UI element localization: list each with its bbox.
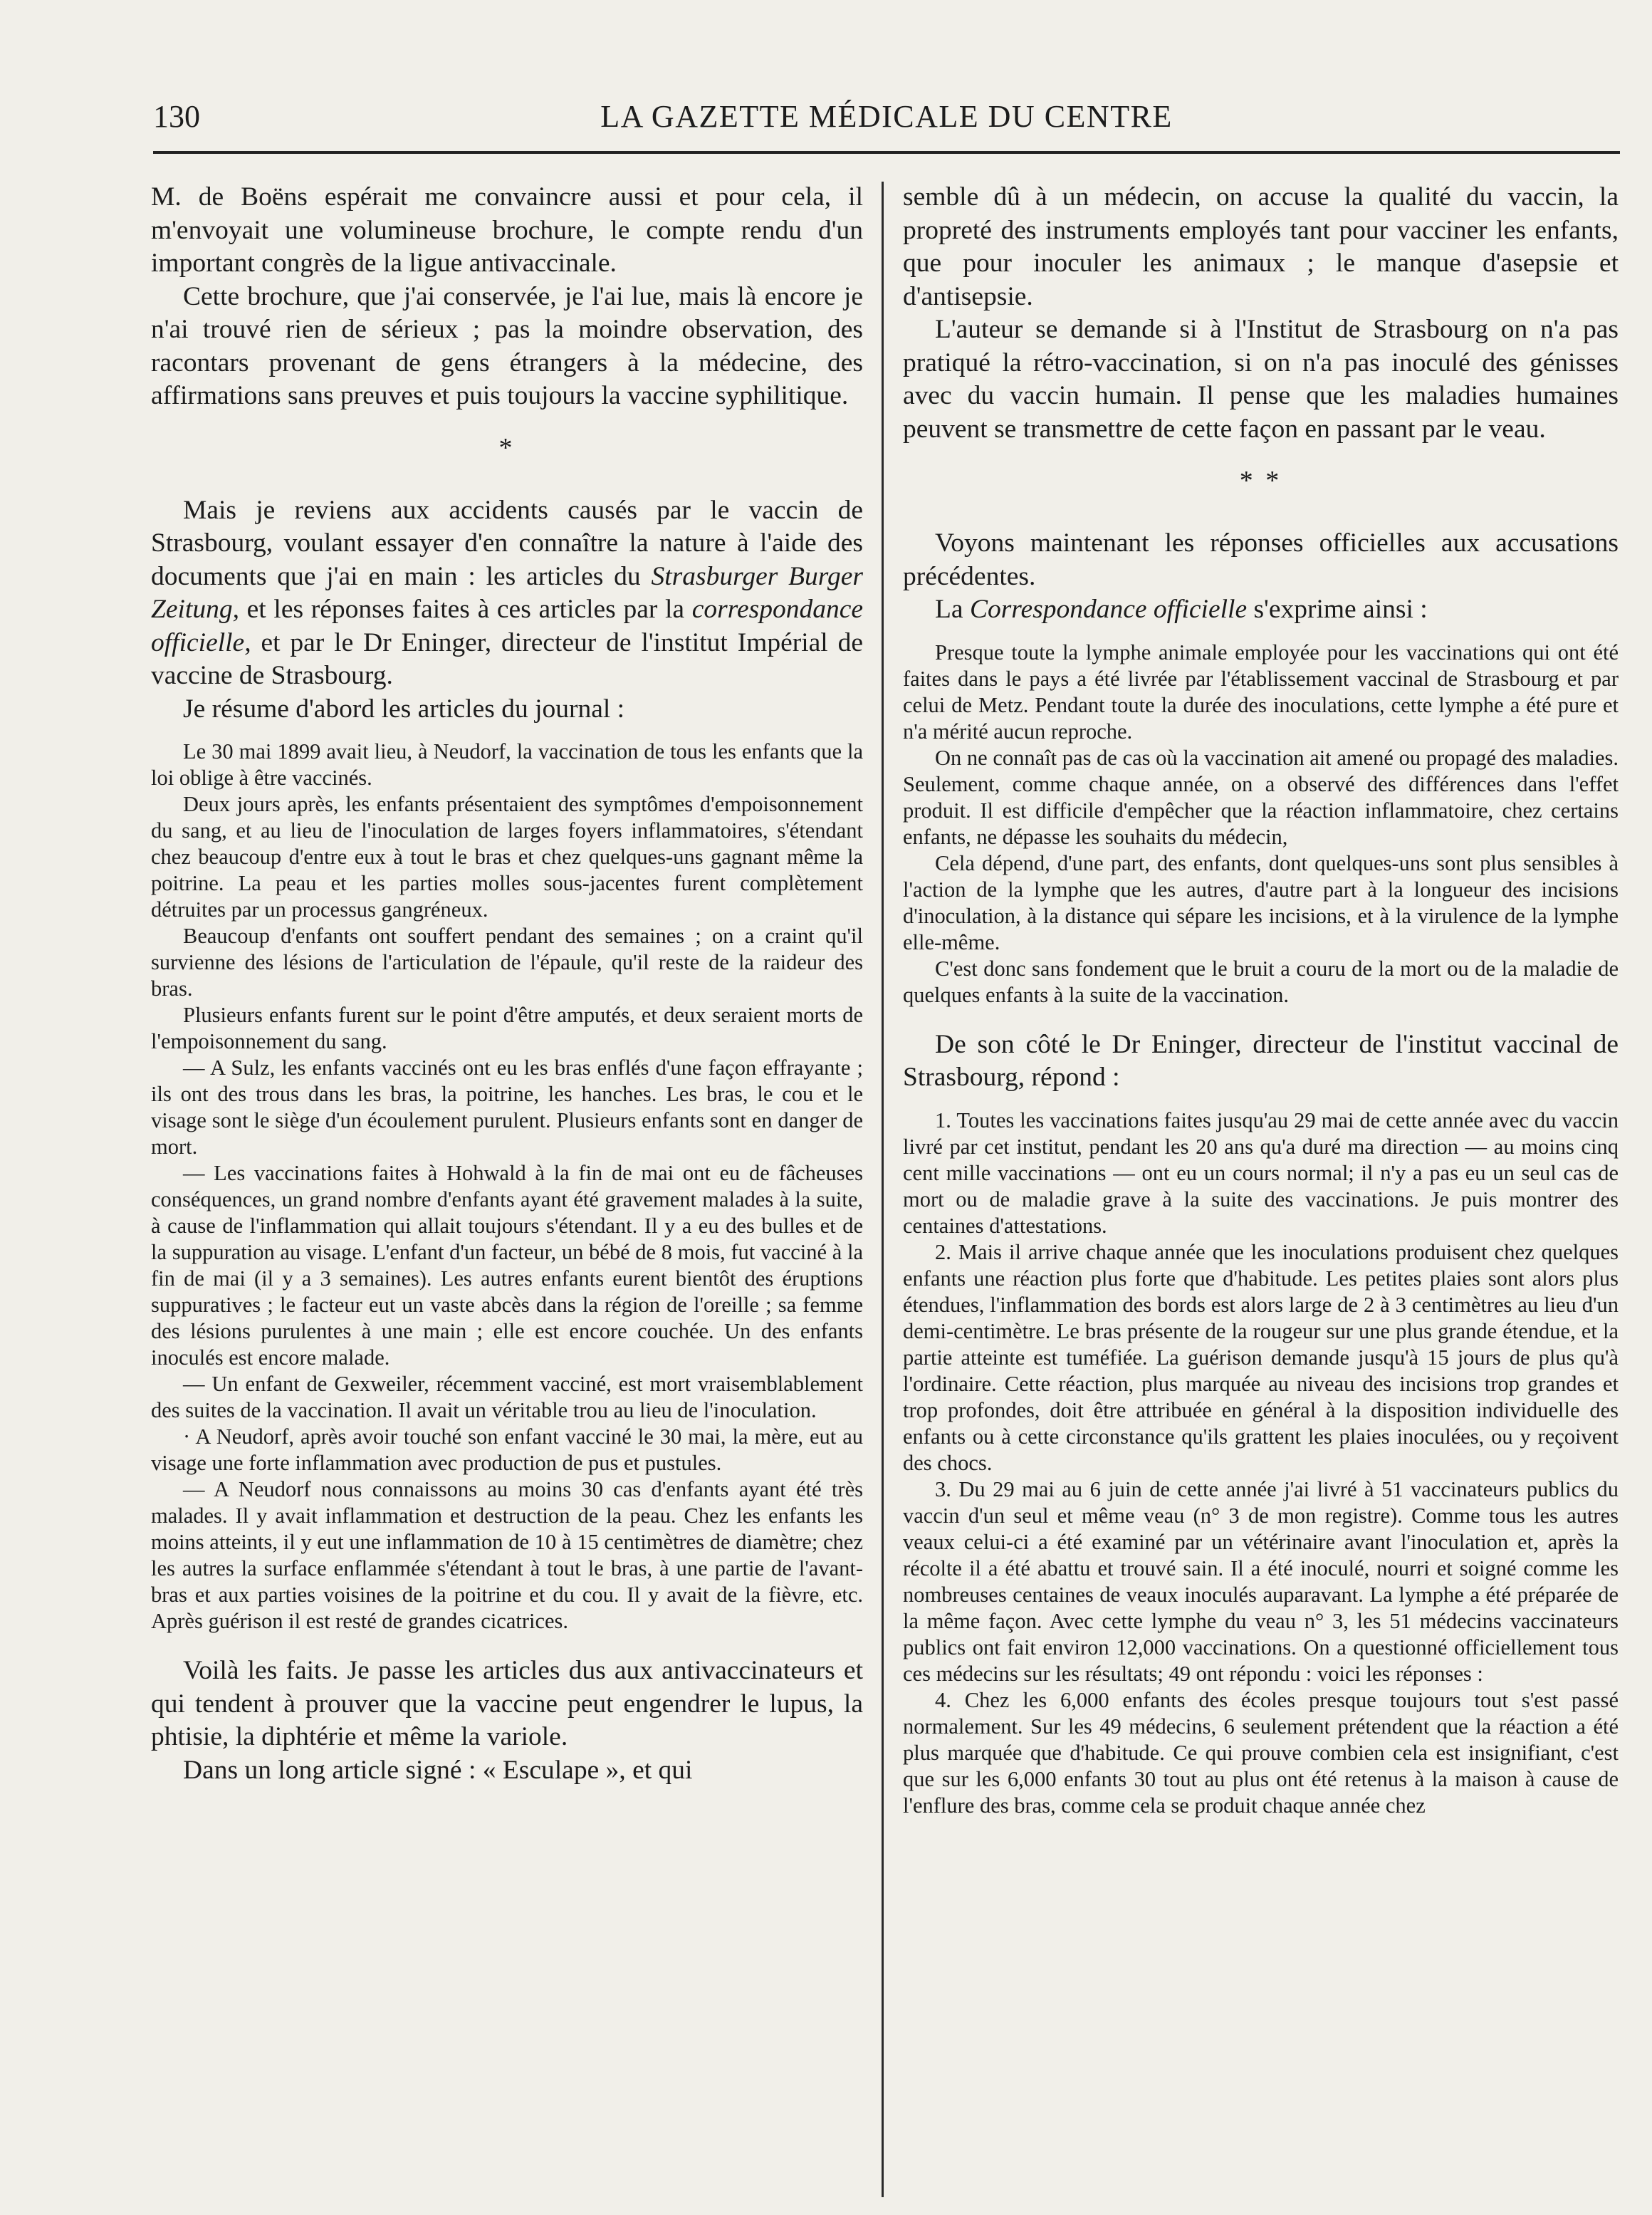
- numbered-paragraph: 1. Toutes les vaccinations faites jusqu'au 29 mai de cette année avec du vaccin livré par cet institut, pendant les 20 ans qu'a duré ma direction — au moins cinq cent mille vaccinations — ont eu un cours normal; il n'y a pas eu un seul cas de mort ou de maladie grave à la suite des vaccinations. Je puis montrer des centaines d'attestations.: [903, 1108, 1619, 1238]
- right-column: [903, 181, 1619, 2196]
- paragraph: Voilà les faits. Je passe les articles dus aux antivaccinateurs et qui tendent à prouver que la vaccine peut engendrer le lupus, la phtisie, la diphtérie et même la variole.: [151, 1656, 863, 1751]
- running-title: LA GAZETTE MÉDICALE DU CENTRE: [600, 99, 1173, 134]
- left-column: [151, 181, 863, 2196]
- paragraph: Mais je reviens aux accidents causés par le vaccin de Strasbourg, voulant essayer d'en connaître la nature à l'aide des documents que j'ai en main : les articles du Strasburger Burger Zeitung, et les réponses faites à ces articles par la correspondance officielle, et par le Dr Eninger, directeur de l'institut Impérial de vaccine de Strasbourg.: [151, 495, 863, 690]
- page-number: 130: [153, 99, 200, 134]
- quoted-paragraph: Cela dépend, d'une part, des enfants, dont quelques-uns sont plus sensibles à l'action de la lymphe que les autres, d'autre part à la longueur des incisions d'inoculation, à la distance qui sépare les incisions, et à la virulence de la lymphe elle-même.: [903, 850, 1619, 954]
- quoted-paragraph: — A Sulz, les enfants vaccinés ont eu les bras enflés d'une façon effrayante ; ils ont des trous dans les bras, la poitrine, les hanches. Les bras, le cou et le visage sont le siège d'un écoulement purulent. Plusieurs enfants sont en danger de mort.: [151, 1056, 863, 1159]
- paragraph: Cette brochure, que j'ai conservée, je l'ai lue, mais là encore je n'ai trouvé rien de sérieux ; pas la moindre observation, des racontars provenant de gens étrangers à la médecine, des affirmations sans preuves et puis toujours la vaccine syphilitique.: [151, 281, 863, 410]
- quoted-paragraph: On ne connaît pas de cas où la vaccination ait amené ou propagé des maladies. Seulement, comme chaque année, on a observé des différences dans l'effet produit. Il est difficile d'empêcher que la réaction inflammatoire, chez certains enfants, ne dépasse les souhaits du médecin,: [903, 745, 1619, 849]
- quoted-paragraph: Le 30 mai 1899 avait lieu, à Neudorf, la vaccination de tous les enfants que la loi oblige à être vaccinés.: [151, 739, 863, 790]
- paragraph: L'auteur se demande si à l'Institut de Strasbourg on n'a pas pratiqué la rétro-vaccination, si on n'a pas inoculé des génisses avec du vaccin humain. Il pense que les maladies humaines peuvent se transmettre de cette façon en passant par le veau.: [903, 315, 1619, 444]
- quoted-paragraph: — A Neudorf nous connaissons au moins 30 cas d'enfants ayant été très malades. Il y avait inflammation et destruction de la peau. Chez les enfants les moins atteints, il y eut une inflammation de 10 à 15 centimètres de diamètre; chez les autres la surface enflammée s'étendant à tout le bras, à une partie de l'avant-bras et aux parties voisines de la poitrine et du cou. Il y avait de la fièvre, etc. Après guérison il est resté de grandes cicatrices.: [151, 1477, 863, 1633]
- header-rule: [153, 151, 1620, 154]
- paragraph: De son côté le Dr Eninger, directeur de l'institut vaccinal de Strasbourg, répond :: [903, 1029, 1619, 1092]
- paragraph: M. de Boëns espérait me convaincre aussi et pour cela, il m'envoyait une volumineuse brochure, le compte rendu d'un important congrès de la ligue antivaccinale.: [151, 182, 863, 278]
- page-header: [153, 98, 1620, 141]
- paragraph: Je résume d'abord les articles du journal :: [183, 694, 625, 724]
- quoted-paragraph: · A Neudorf, après avoir touché son enfant vacciné le 30 mai, la mère, eut au visage une forte inflammation avec production de pus et pustules.: [151, 1424, 863, 1475]
- paragraph: Voyons maintenant les réponses officielles aux accusations précédentes.: [903, 528, 1619, 591]
- column-divider: [882, 182, 884, 2197]
- numbered-paragraph: 4. Chez les 6,000 enfants des écoles presque toujours tout s'est passé normalement. Sur les 49 médecins, 6 seulement prétendent que la réaction a été plus marquée que d'habitude. Ce qui prouve combien cela est insignifiant, c'est que sur les 6,000 enfants 30 tout au plus ont été retenus à la maison à cause de l'enflure des bras, comme cela se produit chaque année chez: [903, 1687, 1619, 1818]
- section-separator: *: [498, 432, 516, 463]
- quoted-paragraph: Plusieurs enfants furent sur le point d'être amputés, et deux seraient morts de l'empoisonnement du sang.: [151, 1003, 863, 1053]
- paragraph: La Correspondance officielle s'exprime ainsi :: [935, 595, 1428, 624]
- quoted-paragraph: Beaucoup d'enfants ont souffert pendant des semaines ; on a craint qu'il survienne des lésions de l'articulation de l'épaule, qu'il reste de la raideur des bras.: [151, 924, 863, 1001]
- quoted-paragraph: Deux jours après, les enfants présentaient des symptômes d'empoisonnement du sang, et au lieu de l'inoculation de larges foyers inflammatoires, s'étendant chez beaucoup d'entre eux à tout le bras et chez quelques-uns gagnant même la poitrine. La peau et les parties molles sous-jacentes furent complètement détruites par un processus gangréneux.: [151, 792, 863, 922]
- paragraph: semble dû à un médecin, on accuse la qualité du vaccin, la propreté des instruments employés tant pour vacciner les enfants, que pour inoculer les animaux ; le manque d'asepsie et d'antisepsie.: [903, 182, 1619, 311]
- numbered-paragraph: 2. Mais il arrive chaque année que les inoculations produisent chez quelques enfants une réaction plus forte que d'habitude. Les petites plaies sont alors plus étendues, l'inflammation des bords est alors large de 2 à 3 centimètres au lieu d'un demi-centimètre. Le bras présente de la rougeur sur une plus grande étendue, et la partie atteinte est tuméfiée. La guérison demande jusqu'à 15 jours de plus qu'à l'ordinaire. Cette réaction, plus marquée au niveau des incisions trop grandes et trop profondes, doit être attribuée en général à la disposition individuelle des enfants ou à cette circonstance qu'ils grattent les plaies inoculées, ou y reçoivent des chocs.: [903, 1239, 1619, 1475]
- paragraph: Dans un long article signé : « Esculape », et qui: [183, 1755, 693, 1785]
- quoted-paragraph: Presque toute la lymphe animale employée pour les vaccinations qui ont été faites dans le pays a été livrée par l'établissement vaccinal de Strasbourg et par celui de Metz. Pendant toute la durée des inoculations, cette lymphe a été pure et n'a mérité aucun reproche.: [903, 640, 1619, 744]
- numbered-paragraph: 3. Du 29 mai au 6 juin de cette année j'ai livré à 51 vaccinateurs publics du vaccin d'un seul et même veau (n° 3 de mon registre). Comme tous les autres veaux celui-ci a été examiné par un vétérinaire avant l'inoculation et, après la récolte il a été abattu et trouvé sain. Il a été inoculé, nourri et soigné comme les nombreuses centaines de veaux inoculés auparavant. La lymphe a été préparée de la même façon. Avec cette lymphe du veau n° 3, les 51 médecins vaccinateurs publics ont fait environ 12,000 vaccinations. On a questionné officiellement tous ces médecins sur les résultats; 49 ont répondu : voici les réponses :: [903, 1476, 1619, 1686]
- quoted-paragraph: — Les vaccinations faites à Hohwald à la fin de mai ont eu de fâcheuses conséquences, un grand nombre d'enfants ayant été gravement malades à la suite, à cause de l'inflammation qui allait toujours s'étendant. Il y a eu des bulles et de la suppuration au visage. L'enfant d'un facteur, un bébé de 8 mois, fut vacciné à la fin de mai (il y a 3 semaines). Les autres enfants eurent bientôt des éruptions suppuratives ; le facteur eut un vaste abcès dans la région de l'oreille ; sa femme des lésions purulentes à une main ; elle est encore couchée. Un des enfants inoculés est encore malade.: [151, 1161, 863, 1370]
- section-separator: * *: [1239, 466, 1282, 496]
- quoted-paragraph: C'est donc sans fondement que le bruit a couru de la mort ou de la maladie de quelques enfants à la suite de la vaccination.: [903, 956, 1619, 1007]
- quoted-paragraph: — Un enfant de Gexweiler, récemment vacciné, est mort vraisemblablement des suites de la vaccination. Il avait un véritable trou au lieu de l'inoculation.: [151, 1372, 863, 1422]
